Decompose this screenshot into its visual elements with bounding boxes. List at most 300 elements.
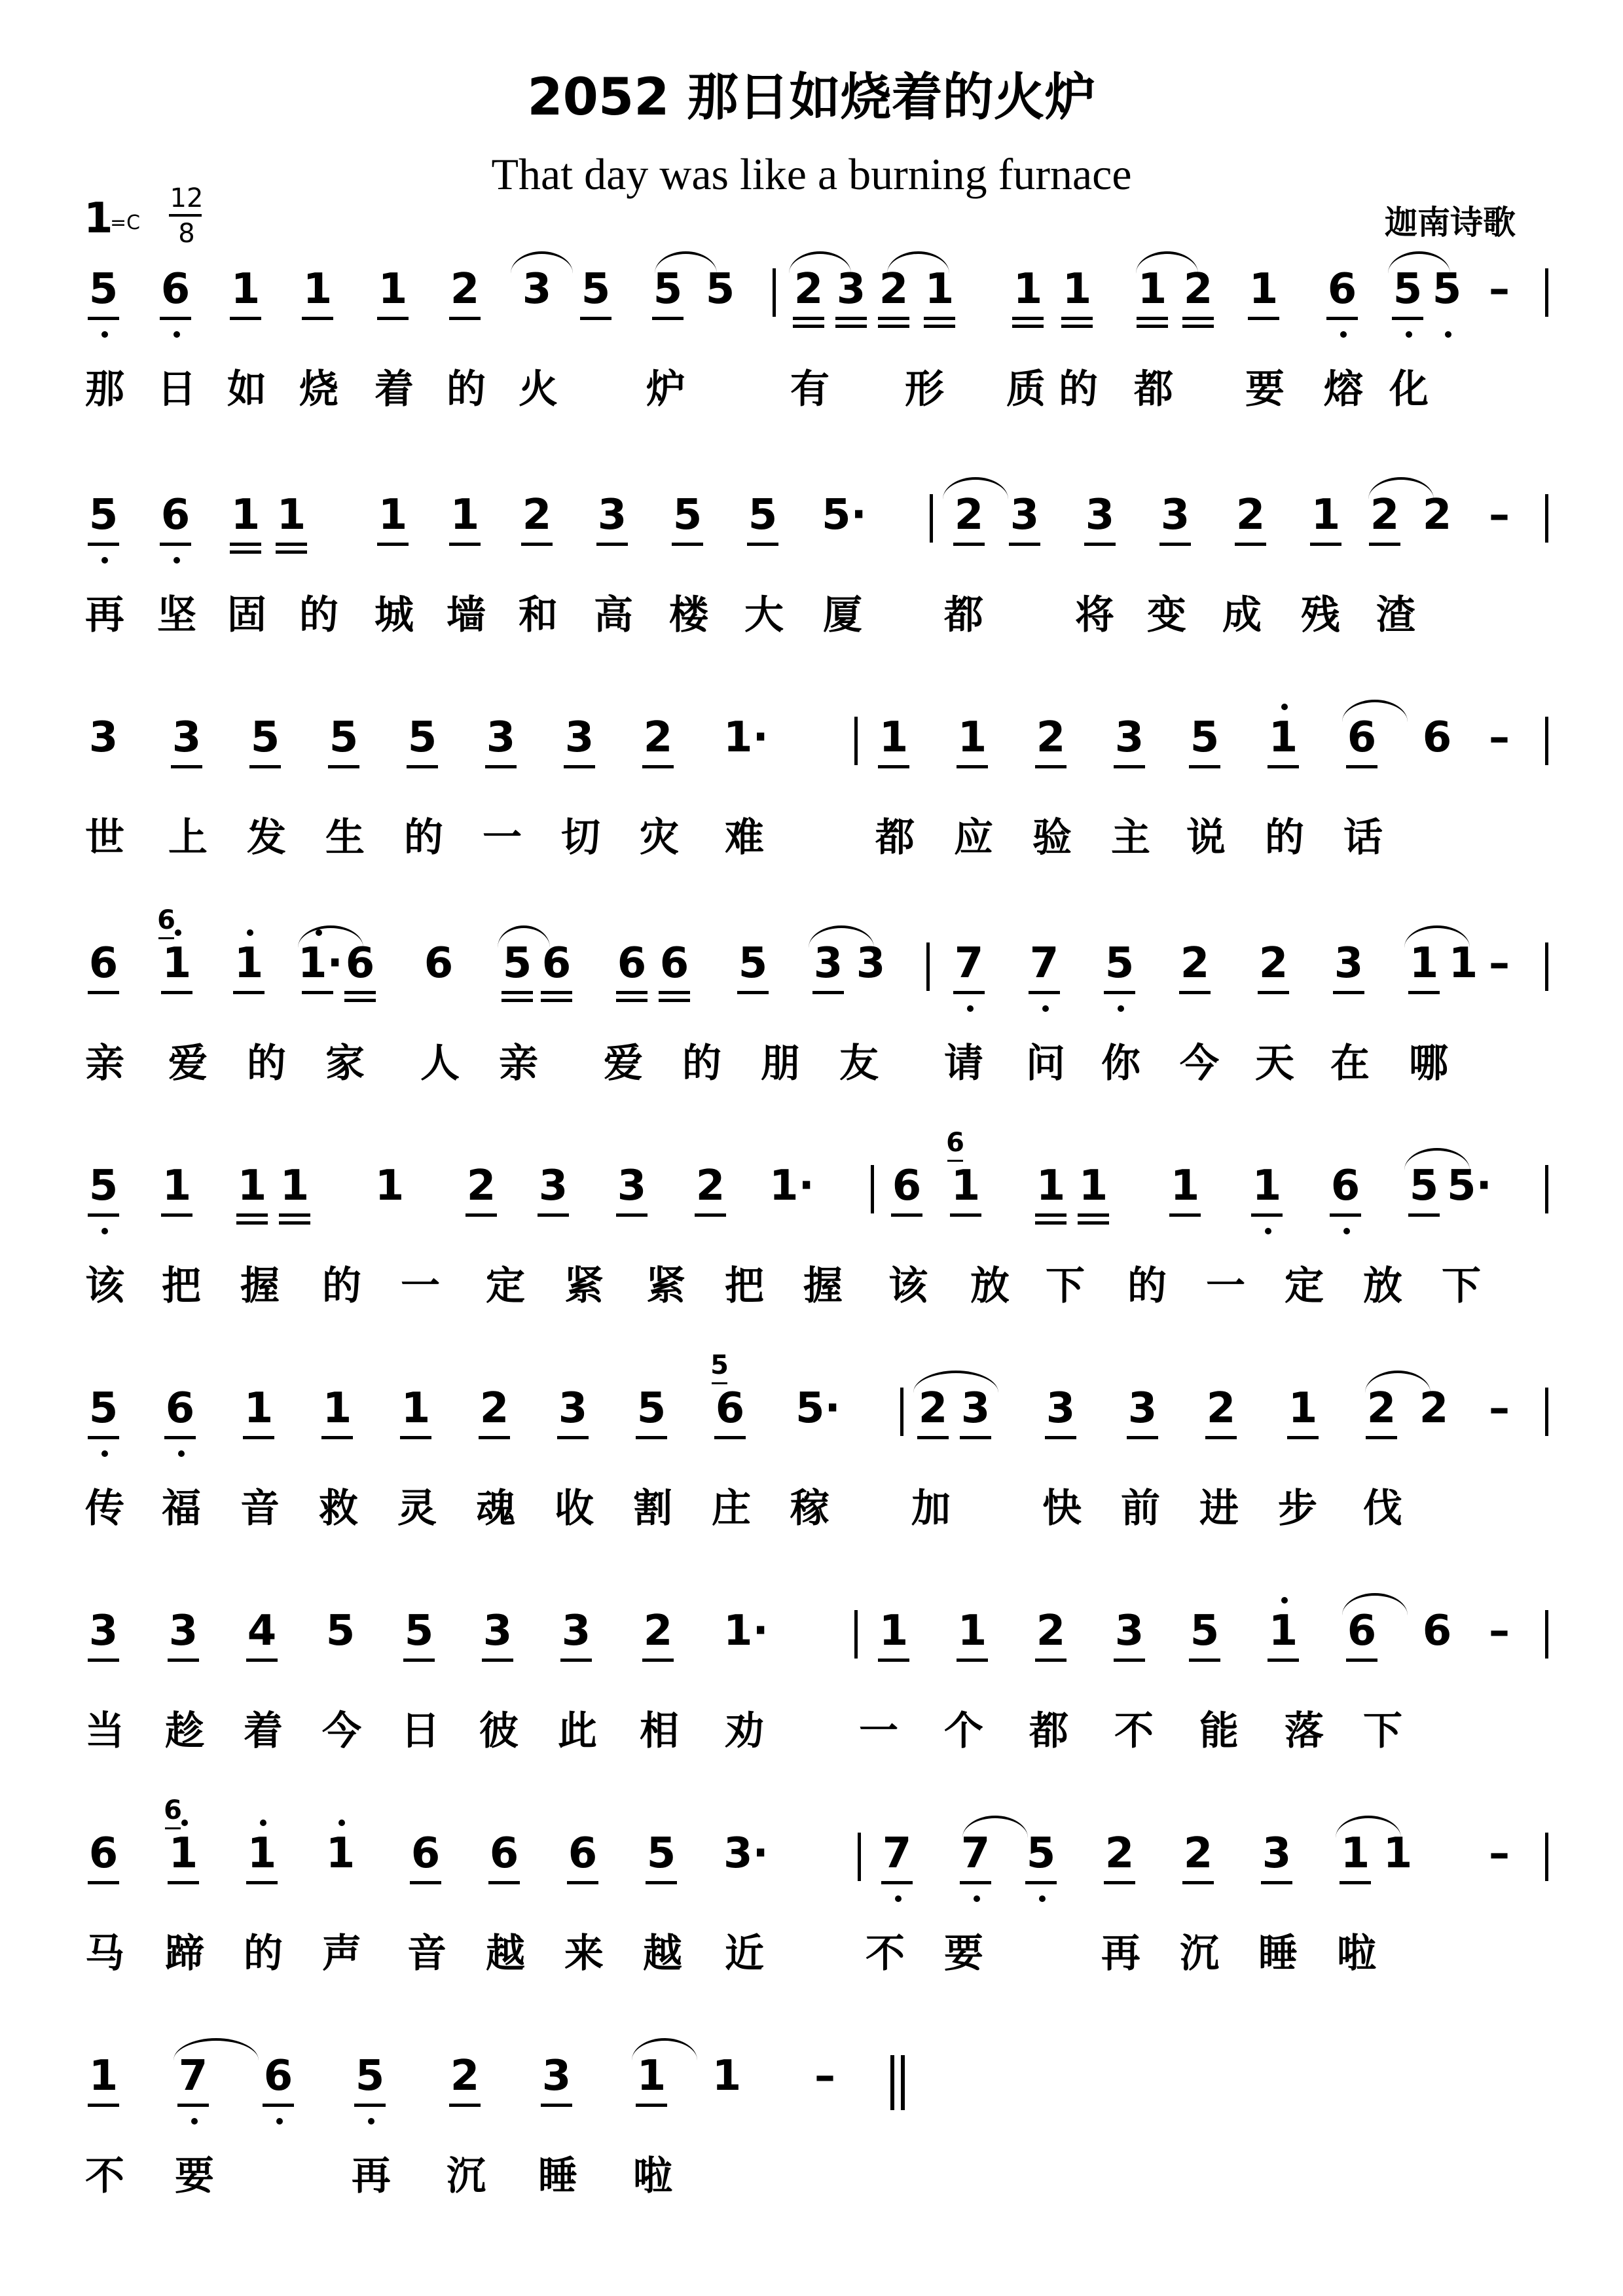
sixteenth-underline: [279, 1221, 310, 1225]
note: [84, 2052, 123, 2100]
note: [655, 939, 694, 988]
lyric-char: 再: [85, 592, 124, 638]
note-digit: 1: [957, 1607, 987, 1655]
music-system: [0, 1607, 1623, 1833]
eighth-underline: [812, 991, 844, 994]
note-digit: 1: [1062, 265, 1092, 314]
lyric-char: 发: [247, 815, 286, 861]
note-digit: 2: [793, 265, 824, 314]
note-digit: 3: [597, 491, 627, 539]
lyric-char: 一: [1206, 1263, 1245, 1309]
note-digit: 3: [168, 1607, 198, 1655]
note-digit: 4: [247, 1607, 277, 1655]
eighth-underline: [465, 1213, 497, 1217]
note: [1365, 491, 1404, 539]
note-digit: 6: [424, 939, 454, 988]
lyric-char: 渣: [1376, 592, 1415, 638]
lyric-char: 紧: [564, 1263, 604, 1309]
lyric-char: 熔: [1324, 367, 1363, 412]
lyric-char: 朋: [761, 1041, 800, 1086]
eighth-underline: [88, 1881, 119, 1884]
eighth-underline: [449, 2104, 481, 2107]
eighth-underline: [891, 1213, 922, 1217]
barline: [926, 942, 930, 991]
eighth-underline: [960, 1881, 991, 1884]
eighth-underline: [521, 543, 553, 546]
lyric-char: 变: [1147, 592, 1186, 638]
note: [1123, 1384, 1162, 1433]
lyric-char: 请: [944, 1041, 983, 1086]
eighth-underline: [1330, 1213, 1361, 1217]
eighth-underline: [1408, 991, 1440, 994]
eighth-underline: [1267, 1659, 1299, 1662]
barline: [1545, 268, 1548, 317]
octave-low-dot: [173, 331, 180, 338]
lyric-char: 救: [319, 1486, 358, 1532]
music-system: [0, 905, 1623, 1165]
lyric-char: 魂: [476, 1486, 515, 1532]
note: [874, 713, 913, 762]
barline: [1545, 494, 1548, 543]
eighth-underline: [1045, 1436, 1076, 1439]
octave-high-dot: [338, 1820, 345, 1826]
note: [809, 939, 848, 988]
octave-low-dot: [1406, 331, 1412, 338]
note-digit: 6: [263, 2052, 293, 2100]
note-digit: 7: [882, 1829, 912, 1878]
note: [1178, 1829, 1218, 1878]
note: [164, 1795, 203, 1878]
eighth-underline: [1169, 1213, 1201, 1217]
eighth-underline: [246, 1881, 278, 1884]
note: [1057, 265, 1097, 314]
eighth-underline: [917, 1436, 949, 1439]
note-digit: 1: [162, 1162, 192, 1210]
note-digit: 6: [568, 1829, 598, 1878]
eighth-underline: [1366, 1436, 1397, 1439]
eighth-underline: [168, 1659, 199, 1662]
eighth-underline: [354, 2104, 386, 2107]
note-digit: 1: [1268, 713, 1298, 762]
note: [160, 1384, 200, 1433]
note-digit: 3: [88, 1607, 119, 1655]
slur: [789, 251, 851, 274]
note-digit: 1: [1311, 491, 1341, 539]
eighth-underline: [168, 1881, 199, 1884]
lyric-char: 亲: [499, 1041, 538, 1086]
final-barline: [890, 2055, 894, 2110]
note-digit: 1: [450, 491, 480, 539]
note-digit: 1: [1170, 1162, 1200, 1210]
lyric-char: 化: [1389, 367, 1429, 412]
note-digit: 3·: [723, 1829, 769, 1878]
barline: [871, 1165, 874, 1213]
octave-low-dot: [101, 1228, 108, 1234]
sixteenth-underline: [230, 550, 261, 554]
grace-note: 5: [710, 1350, 729, 1380]
lyric-char: 的: [1265, 815, 1304, 861]
note-digit: –: [1489, 1829, 1510, 1878]
note-digit: 5: [250, 713, 280, 762]
note-digit: 1: [951, 1162, 981, 1210]
note-digit: 5: [502, 939, 532, 988]
lyric-char: 握: [803, 1263, 843, 1309]
eighth-underline: [161, 1213, 192, 1217]
lyric-char: 家: [325, 1041, 365, 1086]
octave-low-dot: [276, 2118, 283, 2125]
note: [84, 939, 123, 988]
note: [1247, 1162, 1286, 1210]
barline: [773, 268, 776, 317]
note: [242, 1829, 282, 1878]
lyric-char: 不: [1114, 1708, 1154, 1754]
note-digit: 3: [1127, 1384, 1158, 1433]
note: [795, 1384, 841, 1433]
note: [537, 2052, 576, 2100]
note-digit: 2: [522, 491, 552, 539]
note: [946, 1128, 985, 1210]
note-digit: –: [1489, 713, 1510, 762]
lyric-char: 要: [1245, 367, 1285, 412]
note: [1254, 939, 1293, 988]
note-digit: 3: [1114, 1607, 1144, 1655]
note-digit: 3: [541, 2052, 572, 2100]
slur: [1136, 251, 1198, 274]
note-digit: 5: [1432, 265, 1462, 314]
note-digit: 3: [1334, 939, 1364, 988]
eighth-underline: [449, 543, 481, 546]
lyric-char: 握: [240, 1263, 280, 1309]
lyric-char: 趁: [165, 1708, 204, 1754]
lyric-char: 马: [85, 1931, 124, 1977]
note-digit: 3: [1046, 1384, 1076, 1433]
note: [226, 491, 265, 539]
note: [370, 1162, 409, 1210]
note: [1404, 939, 1444, 988]
note: [913, 1384, 953, 1433]
barline: [1545, 1165, 1548, 1213]
note: [1257, 1829, 1296, 1878]
sixteenth-underline: [1035, 1221, 1067, 1225]
lyric-char: 着: [374, 367, 414, 412]
grace-note-line: [165, 1827, 181, 1829]
lyric-char: 爱: [604, 1041, 643, 1086]
note-digit: 2: [479, 1384, 509, 1433]
lyric-char: 的: [1059, 367, 1098, 412]
lyric-char: 的: [1127, 1263, 1167, 1309]
note-digit: 3: [1085, 491, 1115, 539]
lyric-char: 天: [1255, 1041, 1294, 1086]
note-digit: 5: [748, 491, 778, 539]
lyric-char: 啦: [633, 2153, 672, 2199]
sixteenth-underline: [659, 999, 690, 1002]
barline: [1545, 717, 1548, 765]
note-digit: 5: [88, 265, 119, 314]
note: [318, 1384, 357, 1433]
lyric-char: 难: [725, 815, 764, 861]
lyric-char: 沉: [1180, 1931, 1219, 1977]
lyric-char: 定: [486, 1263, 525, 1309]
eighth-underline: [636, 2104, 667, 2107]
note: [275, 1162, 314, 1210]
note-digit: 6: [1347, 713, 1377, 762]
eighth-underline: [1346, 1659, 1377, 1662]
note: [403, 713, 442, 762]
dash-extension: [1480, 1829, 1519, 1878]
eighth-underline: [1104, 991, 1135, 994]
eighth-underline: [488, 1881, 520, 1884]
note: [642, 1829, 681, 1878]
note-digit: 6: [1347, 1607, 1377, 1655]
note-digit: 5: [1026, 1829, 1056, 1878]
eighth-underline: [642, 765, 674, 768]
eighth-underline: [88, 1213, 119, 1217]
dash-extension: [1480, 265, 1519, 314]
eighth-underline: [88, 1659, 119, 1662]
eighth-underline: [1084, 543, 1116, 546]
octave-low-dot: [178, 1450, 185, 1457]
lyric-char: 爱: [168, 1041, 208, 1086]
eighth-underline: [541, 991, 572, 994]
note-digit: 1: [244, 1384, 274, 1433]
note-digit: 1: [1036, 1162, 1066, 1210]
barline: [854, 717, 858, 765]
note-digit: 7: [1029, 939, 1059, 988]
note-digit: 3: [558, 1384, 588, 1433]
note: [1417, 713, 1457, 762]
barline: [1545, 1388, 1548, 1436]
eighth-underline: [233, 991, 264, 994]
eighth-underline: [538, 1213, 569, 1217]
note: [648, 265, 687, 314]
lyric-char: 成: [1222, 592, 1262, 638]
note: [1008, 265, 1048, 314]
note: [1031, 1162, 1070, 1210]
slur: [655, 251, 717, 274]
note-digit: 3: [564, 713, 594, 762]
octave-low-dot: [895, 1895, 902, 1902]
sixteenth-underline: [276, 550, 307, 554]
slur: [511, 251, 573, 274]
note: [84, 1829, 123, 1878]
eighth-underline: [580, 317, 611, 320]
eighth-underline: [160, 317, 191, 320]
lyric-char: 个: [944, 1708, 983, 1754]
note: [419, 939, 458, 988]
eighth-underline: [1369, 543, 1400, 546]
eighth-underline: [407, 765, 438, 768]
octave-high-dot: [181, 1820, 188, 1826]
note-digit: 5: [88, 1162, 119, 1210]
eighth-underline: [1205, 1436, 1237, 1439]
eighth-underline: [485, 765, 517, 768]
eighth-underline: [88, 991, 119, 994]
note: [1447, 1162, 1492, 1210]
note-digit: 7: [178, 2052, 208, 2100]
lyric-char: 和: [519, 592, 558, 638]
lyric-char: 睡: [1258, 1931, 1298, 1977]
lyric-char: 灾: [640, 815, 679, 861]
note: [537, 939, 576, 988]
music-system: [0, 713, 1623, 939]
lyric-char: 的: [682, 1041, 721, 1086]
octave-low-dot: [101, 557, 108, 564]
note-digit: 1·: [769, 1162, 814, 1210]
note: [164, 1607, 203, 1655]
eighth-underline: [88, 1436, 119, 1439]
eighth-underline: [230, 543, 261, 546]
eighth-underline: [236, 1213, 268, 1217]
lyric-char: 前: [1121, 1486, 1160, 1532]
lyric-char: 落: [1285, 1708, 1324, 1754]
eighth-underline: [1114, 765, 1145, 768]
note-digit: 6: [659, 939, 689, 988]
eighth-underline: [957, 1659, 988, 1662]
lyric-char: 一: [483, 815, 522, 861]
lyric-char: 加: [911, 1486, 951, 1532]
note-digit: 2: [1104, 1829, 1135, 1878]
barline: [1545, 1610, 1548, 1659]
lyric-char: 下: [1442, 1263, 1481, 1309]
eighth-underline: [410, 1881, 441, 1884]
note: [1041, 1384, 1080, 1433]
song-title: 2052 那日如烧着的火炉: [527, 68, 1096, 127]
lyric-char: 传: [85, 1486, 124, 1532]
note-digit: 5: [738, 939, 768, 988]
eighth-underline: [1189, 1659, 1220, 1662]
note-digit: 2: [1366, 1384, 1396, 1433]
octave-high-dot: [260, 1820, 266, 1826]
note-digit: 5: [325, 1607, 356, 1655]
note-digit: 2: [643, 1607, 673, 1655]
eighth-underline: [1035, 1213, 1067, 1217]
sixteenth-underline: [1078, 1221, 1109, 1225]
note-digit: 2: [1419, 1384, 1449, 1433]
note: [1326, 1162, 1365, 1210]
barline: [1545, 1833, 1548, 1881]
eighth-underline: [400, 1436, 431, 1439]
key-tonic: 1: [84, 194, 113, 243]
note-digit: 7: [960, 1829, 991, 1878]
eighth-underline: [695, 1213, 726, 1217]
note: [1404, 1162, 1444, 1210]
lyric-char: 厦: [823, 592, 862, 638]
lyric-char: 将: [1075, 592, 1114, 638]
eighth-underline: [1287, 1436, 1319, 1439]
note-digit: 1: [1252, 1162, 1282, 1210]
note-digit: 1: [1013, 265, 1043, 314]
note: [1185, 1607, 1224, 1655]
sixteenth-underline: [616, 999, 647, 1002]
lyric-char: 世: [85, 815, 124, 861]
note-digit: 5: [653, 265, 683, 314]
key-label: =C: [110, 211, 141, 234]
note-digit: 1: [280, 1162, 310, 1210]
octave-low-dot: [101, 331, 108, 338]
eighth-underline: [793, 317, 824, 320]
note: [1165, 1162, 1205, 1210]
lyric-char: 城: [374, 592, 414, 638]
note-digit: 3: [172, 713, 202, 762]
note-digit: –: [1489, 1607, 1510, 1655]
eighth-underline: [714, 1436, 746, 1439]
lyric-char: 声: [322, 1931, 361, 1977]
note-digit: –: [1489, 265, 1510, 314]
eighth-underline: [616, 991, 647, 994]
lyric-char: 庄: [712, 1486, 751, 1532]
note-digit: 7: [954, 939, 984, 988]
eighth-underline: [1182, 317, 1214, 320]
grace-note-line: [158, 937, 174, 939]
note-digit: 1: [879, 713, 909, 762]
eighth-underline: [564, 765, 595, 768]
lyric-char: 彼: [479, 1708, 519, 1754]
note-digit: 5·: [795, 1384, 841, 1433]
eighth-underline: [160, 543, 191, 546]
music-system: [0, 1128, 1623, 1388]
note: [887, 1162, 926, 1210]
eighth-underline: [1258, 991, 1289, 994]
note-digit: 5: [672, 491, 702, 539]
octave-low-dot: [191, 2118, 198, 2125]
note: [874, 265, 913, 314]
note: [1417, 491, 1457, 539]
note-digit: 6: [1330, 1162, 1360, 1210]
grace-note: 6: [946, 1128, 964, 1158]
note-digit: 3: [960, 1384, 991, 1433]
note: [373, 491, 412, 539]
lyric-char: 的: [322, 1263, 361, 1309]
octave-low-dot: [173, 557, 180, 564]
note-digit: 5: [636, 1384, 666, 1433]
note-digit: 3: [561, 1607, 591, 1655]
music-system: [0, 1795, 1623, 2055]
note-digit: 5·: [1447, 1162, 1492, 1210]
note: [232, 1162, 272, 1210]
note-digit: 1: [378, 491, 408, 539]
note: [1329, 939, 1368, 988]
note: [396, 1384, 435, 1433]
sixteenth-underline: [924, 325, 955, 328]
note: [229, 939, 268, 988]
note-digit: 6: [165, 1384, 195, 1433]
lyric-char: 相: [640, 1708, 679, 1754]
note: [1264, 713, 1303, 762]
note-digit: 2: [1370, 491, 1400, 539]
lyric-char: 不: [85, 2153, 124, 2199]
note-digit: 1: [237, 1162, 267, 1210]
eighth-underline: [960, 1436, 991, 1439]
grace-note: 6: [157, 905, 175, 935]
grace-note: 6: [164, 1795, 182, 1825]
note: [350, 2052, 390, 2100]
eighth-underline: [177, 2104, 209, 2107]
note-digit: 5: [407, 713, 437, 762]
lyric-char: 着: [244, 1708, 283, 1754]
note-digit: 1: [1078, 1162, 1108, 1210]
note: [953, 1607, 992, 1655]
note: [1110, 713, 1149, 762]
lyric-char: 的: [244, 1931, 283, 1977]
author-credit: 迦南诗歌: [1385, 204, 1516, 242]
lyric-char: 稼: [790, 1486, 830, 1532]
lyric-char: 越: [486, 1931, 525, 1977]
note-digit: 3: [88, 713, 119, 762]
eighth-underline: [924, 317, 955, 320]
sixteenth-underline: [835, 325, 867, 328]
lyric-char: 步: [1278, 1486, 1317, 1532]
time-signature-line: [169, 214, 202, 217]
